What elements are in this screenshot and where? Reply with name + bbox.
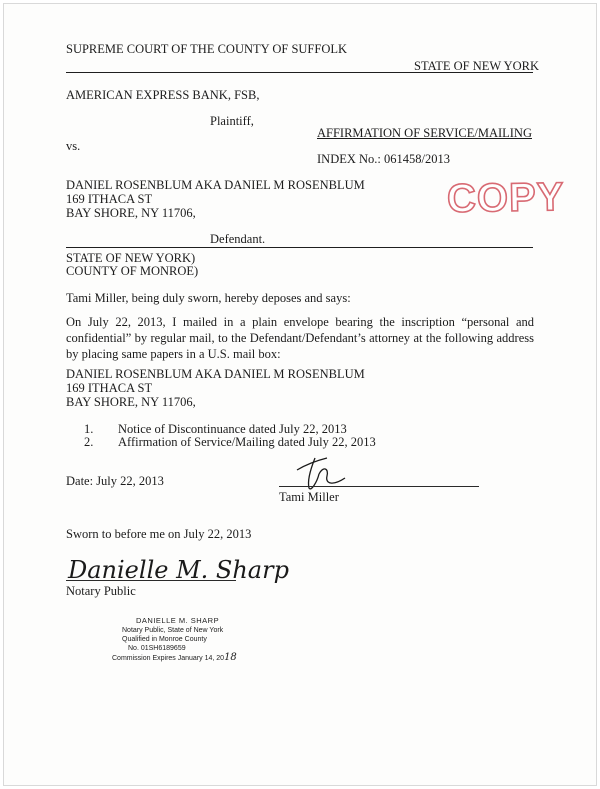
document-title: AFFIRMATION OF SERVICE/MAILING xyxy=(317,126,532,140)
deponent-signature-icon xyxy=(289,452,369,494)
defendant-label: Defendant. xyxy=(210,232,266,246)
notary-stamp-name: DANIELLE M. SHARP xyxy=(136,616,220,625)
notary-stamp-line: Notary Public, State of New York xyxy=(122,627,224,634)
notary-stamp-line: Qualified in Monroe County xyxy=(122,636,207,643)
sworn-statement: Sworn to before me on July 22, 2013 xyxy=(66,527,252,541)
signature-date: Date: July 22, 2013 xyxy=(66,474,164,488)
mail-address-street: 169 ITHACA ST xyxy=(66,381,153,395)
mailing-paragraph: On July 22, 2013, I mailed in a plain envelope bearing the inscription “personal and confidential” by regular mail, to the Defendant/Defendant’s attorney at the following address by placing same papers in a U.S. mail box: xyxy=(66,315,534,361)
plaintiff-name: AMERICAN EXPRESS BANK, FSB, xyxy=(66,88,260,102)
versus-label: vs. xyxy=(66,139,81,153)
item-text: Affirmation of Service/Mailing dated July 22, 2013 xyxy=(118,435,376,449)
state-name: STATE OF NEW YORK xyxy=(414,59,540,73)
item-text: Notice of Discontinuance dated July 22, 2013 xyxy=(118,422,347,436)
caption-rule xyxy=(66,247,533,248)
venue-county: COUNTY OF MONROE) xyxy=(66,264,199,278)
header-rule xyxy=(66,72,533,73)
notary-expiration: Commission Expires January 14, 20 xyxy=(112,655,225,662)
notary-title: Notary Public xyxy=(66,584,136,598)
index-number: INDEX No.: 061458/2013 xyxy=(317,152,450,166)
notary-signature-line xyxy=(66,580,236,581)
defendant-name: DANIEL ROSENBLUM AKA DANIEL M ROSENBLUM xyxy=(66,178,365,192)
notary-stamp-line xyxy=(112,653,237,663)
intro-text: Tami Miller, being duly sworn, hereby deposes and says: xyxy=(66,291,351,305)
defendant-city: BAY SHORE, NY 11706, xyxy=(66,206,196,220)
copy-stamp: COPY xyxy=(446,174,565,222)
court-name: SUPREME COURT OF THE COUNTY OF SUFFOLK xyxy=(66,42,348,56)
notary-stamp-line: No. 01SH6189659 xyxy=(128,645,186,652)
notary-signature-text: Danielle M. Sharp xyxy=(68,556,289,584)
defendant-street: 169 ITHACA ST xyxy=(66,192,153,206)
signer-name: Tami Miller xyxy=(279,490,339,504)
deponent-signature-line xyxy=(279,486,479,487)
affirmation-page xyxy=(3,3,597,786)
handwritten-year: 18 xyxy=(224,652,237,663)
item-number: 2. xyxy=(84,435,94,449)
venue-state: STATE OF NEW YORK) xyxy=(66,251,196,265)
mail-address-city: BAY SHORE, NY 11706, xyxy=(66,395,196,409)
mail-address-name: DANIEL ROSENBLUM AKA DANIEL M ROSENBLUM xyxy=(66,367,365,381)
item-number: 1. xyxy=(84,422,94,436)
plaintiff-label: Plaintiff, xyxy=(210,114,254,128)
